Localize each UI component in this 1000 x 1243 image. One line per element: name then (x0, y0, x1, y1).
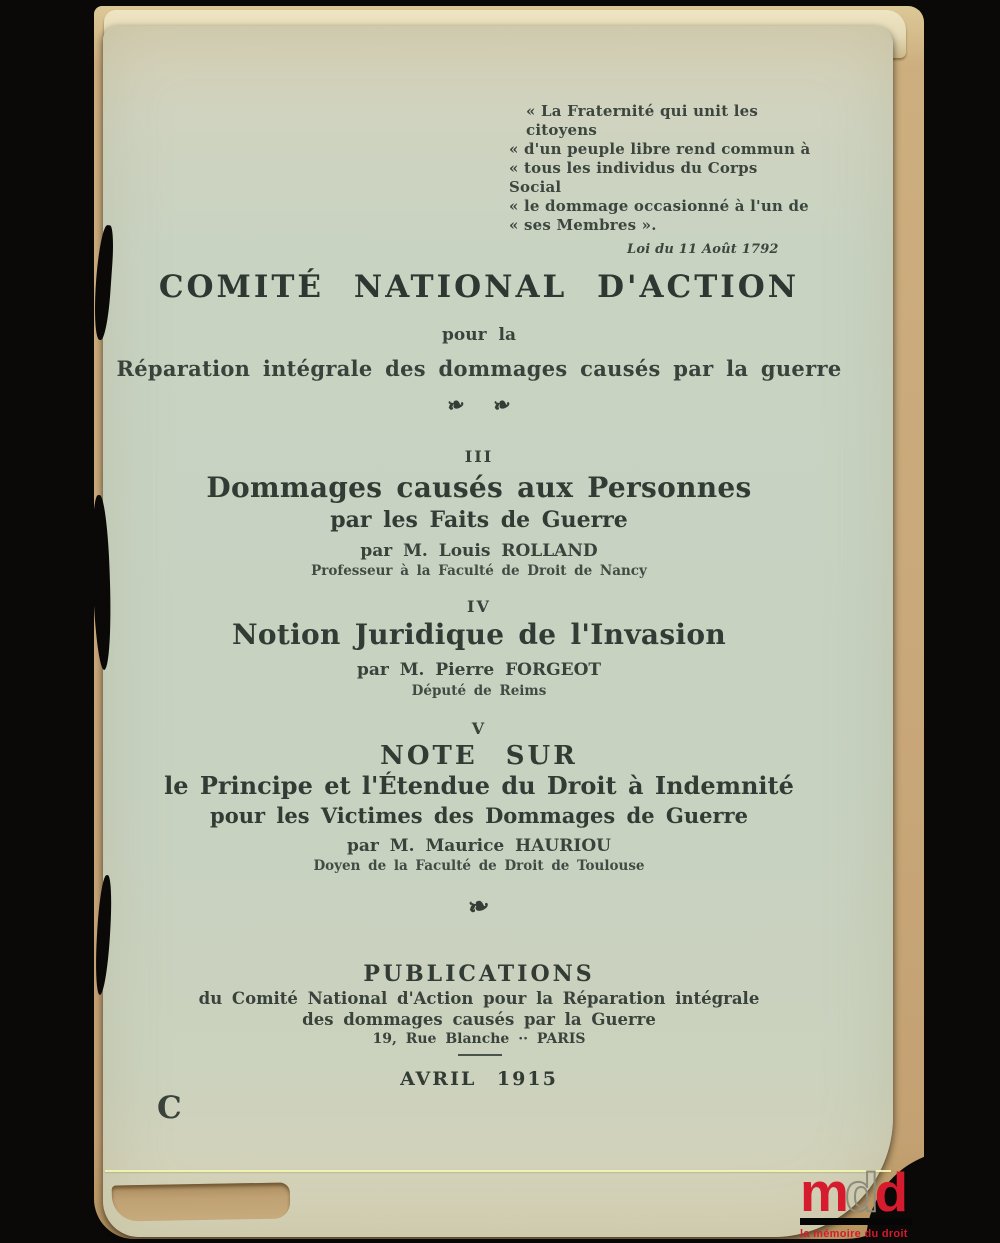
logo-caption: la mémoire du droit (800, 1228, 908, 1240)
mdd-logo (800, 1161, 920, 1240)
publisher-line2: des dommages causés par la Guerre (302, 1010, 656, 1029)
fleuron-icon: ❧ (490, 390, 514, 419)
section-3-title-line2: par les Faits de Guerre (330, 507, 628, 533)
publisher-line1: du Comité National d'Action pour la Réparation intégrale (198, 989, 760, 1008)
epigraph-line: « d'un peuple libre rend commun à (509, 140, 811, 158)
section-3-author: par M. Louis ROLLAND (360, 541, 598, 561)
publisher-address: 19, Rue Blanche ·· PARIS (372, 1031, 586, 1047)
publications-heading: PUBLICATIONS (363, 961, 595, 987)
page-crease-line (105, 1170, 891, 1172)
section-4-title: Notion Juridique de l'Invasion (232, 618, 726, 651)
imprint-divider (458, 1054, 502, 1056)
section-5-title: NOTE SUR (380, 741, 578, 771)
section-numeral-3: III (464, 447, 494, 466)
epigraph (509, 102, 813, 259)
ornament-row (103, 392, 855, 417)
ornament-row (103, 889, 855, 925)
section-5-title-line2: le Principe et l'Étendue du Droit à Indemnité (164, 771, 794, 800)
logo-letter-m: m (800, 1161, 845, 1223)
logo-letter-d-outline: d (844, 1161, 875, 1223)
logo-letter-d: d (874, 1161, 905, 1223)
torn-paper-flap (112, 1182, 291, 1221)
epigraph-line: « le dommage occasionné à l'un de (509, 197, 809, 215)
section-5-title-line3: pour les Victimes des Dommages de Guerre (210, 803, 748, 828)
section-4-author: par M. Pierre FORGEOT (356, 660, 602, 680)
section-4-author-role: Député de Reims (411, 683, 547, 699)
epigraph-line: « tous les individus du Corps Social (509, 159, 758, 196)
epigraph-line: « La Fraternité qui unit les citoyens (526, 102, 759, 139)
title-connector: pour la (442, 325, 516, 345)
epigraph-line: « ses Membres ». (509, 216, 657, 234)
fleuron-icon: ❧ (444, 390, 468, 419)
epigraph-source: Loi du 11 Août 1792 (627, 242, 779, 257)
fleuron-icon: ❧ (464, 889, 494, 925)
library-stamp-letter: C (157, 1090, 182, 1126)
title-page (103, 26, 893, 1237)
publication-date: AVRIL 1915 (400, 1068, 558, 1090)
page-subtitle: Réparation intégrale des dommages causés par la guerre (116, 356, 842, 381)
section-numeral-4: IV (467, 597, 491, 616)
section-5-author: par M. Maurice HAURIOU (347, 836, 611, 856)
section-3-title: Dommages causés aux Personnes (206, 471, 752, 504)
section-3-author-role: Professeur à la Faculté de Droit de Nancy (311, 563, 647, 579)
mdd-logo-letters (800, 1161, 920, 1223)
page-title: COMITÉ NATIONAL D'ACTION (158, 269, 800, 305)
section-5-author-role: Doyen de la Faculté de Droit de Toulouse (313, 858, 645, 874)
section-numeral-5: V (471, 719, 487, 738)
